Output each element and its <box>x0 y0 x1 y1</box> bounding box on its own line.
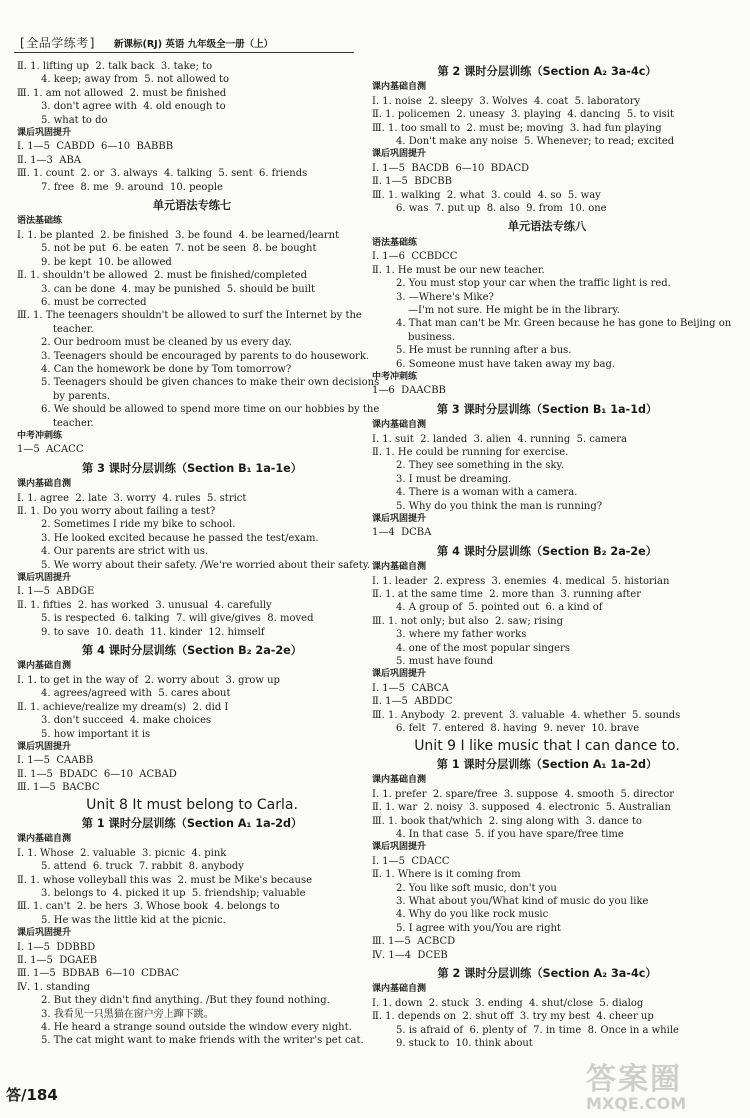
answer-line: Ⅰ. 1. be planted 2. be finished 3. be found 4. be learned/learnt <box>17 229 340 241</box>
answer-line: Ⅳ. 1—4 DCEB <box>372 949 448 961</box>
answer-line: teacher. <box>53 417 94 429</box>
subsection-label: 课内基础自测 <box>17 834 72 845</box>
page-header <box>14 26 734 56</box>
answer-line: 3. He looked excited because he passed the test/exam. <box>41 532 319 544</box>
right-column <box>372 60 732 1060</box>
section-title: 第 1 课时分层训练（Section A₁ 1a-2d） <box>81 816 303 830</box>
answer-line: Ⅱ. 1. whose volleyball this was 2. must be Mike's because <box>17 874 312 886</box>
answer-line: 4. Our parents are strict with us. <box>41 546 209 558</box>
answer-line: 3. can be done 4. may be punished 5. should be built <box>41 283 316 295</box>
answer-line: 6. We should be allowed to spend more time on our hobbies by the <box>41 404 380 416</box>
answer-line: Ⅲ. 1. walking 2. what 3. could 4. so 5. way <box>372 189 601 201</box>
answer-line: Ⅱ. 1—5 ABDDC <box>372 696 453 708</box>
answer-line: Ⅱ. 1—3 ABA <box>17 154 82 166</box>
answer-line: 3. I must be dreaming. <box>396 473 512 485</box>
subsection-label: 语法基础练 <box>372 237 418 248</box>
answer-line: 6. was 7. put up 8. also 9. from 10. one <box>396 203 607 215</box>
answer-line: 3. don't succeed 4. make choices <box>41 715 212 727</box>
answer-line: Ⅲ. 1. too small to 2. must be; moving 3. had fun playing <box>372 122 662 134</box>
watermark-main: 答案圈 <box>586 1062 682 1097</box>
answer-line: Ⅰ. 1. down 2. stuck 3. ending 4. shut/close 5. dialog <box>372 997 644 1009</box>
answer-line: Ⅰ. 1—5 CDACC <box>372 855 450 867</box>
answer-line: Ⅰ. 1. leader 2. express 3. enemies 4. medical 5. historian <box>372 575 670 587</box>
answer-line: 2. They see something in the sky. <box>396 460 565 472</box>
page-number: 答/184 <box>6 1086 58 1104</box>
subsection-label: 课后巩固提升 <box>372 514 427 524</box>
answer-line: Ⅱ. 1. lifting up 2. talk back 3. take; to <box>17 61 213 72</box>
answer-line: Ⅱ. 1. at the same time 2. more than 3. running after <box>372 589 641 601</box>
subsection-label: 课后巩固提升 <box>17 573 72 584</box>
answer-line: 4. one of the most popular singers <box>396 642 570 654</box>
answer-line: Ⅰ. 1. noise 2. sleepy 3. Wolves 4. coat 5. laboratory <box>372 95 641 107</box>
subsection-label: 课内基础自测 <box>17 479 72 490</box>
answer-line: Ⅳ. 1. standing <box>17 981 91 993</box>
answer-line: 5. He must be running after a bus. <box>396 345 572 357</box>
answer-line: Ⅲ. 1—5 BACBC <box>17 782 100 794</box>
subsection-label: 课内基础自测 <box>372 562 427 573</box>
answer-line: Ⅰ. 1. to get in the way of 2. worry about 3. grow up <box>17 674 280 686</box>
subsection-label: 课后巩固提升 <box>372 149 427 160</box>
answer-line: Ⅰ. 1. prefer 2. spare/free 3. suppose 4. smooth 5. director <box>372 788 674 800</box>
left-column <box>17 60 380 1060</box>
answer-line: 2. Sometimes I ride my bike to school. <box>41 519 236 531</box>
subsection-label: 课后巩固提升 <box>17 741 72 752</box>
header-meta: 新课标(RJ) 英语 九年级全一册（上） <box>114 39 274 50</box>
answer-line: 2. Our bedroom must be cleaned by us every day. <box>41 337 292 349</box>
answer-line: 5. I agree with you/You are right <box>396 922 561 934</box>
subsection-label: 中考冲刺练 <box>372 371 418 382</box>
answer-line: Ⅰ. 1. agree 2. late 3. worry 4. rules 5. strict <box>17 492 247 504</box>
answer-line: by parents. <box>53 390 111 402</box>
answer-line: Ⅱ. 1. fifties 2. has worked 3. unusual 4. carefully <box>17 599 272 611</box>
answer-line: 4. Can the homework be done by Tom tomorrow? <box>41 363 292 375</box>
subsection-label: 课后巩固提升 <box>372 842 427 853</box>
answer-line: Ⅱ. 1. achieve/realize my dream(s) 2. did I <box>17 701 229 713</box>
subsection-label: 课后巩固提升 <box>17 128 72 139</box>
answer-line: 5. is afraid of 6. plenty of 7. in time 8. Once in a while <box>396 1024 679 1036</box>
unit-title: Unit 9 I like music that I can dance to. <box>414 737 680 754</box>
section-title: 第 4 课时分层训练（Section B₂ 2a-2e） <box>437 544 657 558</box>
answer-line: 3. Teenagers should be encouraged by parents to do housework. <box>41 350 370 362</box>
answer-line: 4. Don't make any noise 5. Whenever; to read; excited <box>396 136 675 148</box>
answer-line: 7. free 8. me 9. around 10. people <box>41 181 223 193</box>
answer-line: 2. You must stop your car when the traffic light is red. <box>396 278 671 290</box>
answer-line: —I'm not sure. He might be in the library. <box>408 304 620 316</box>
answer-line: 9. to save 10. death 11. kinder 12. himself <box>41 626 265 638</box>
section-title: 第 3 课时分层训练（Section B₁ 1a-1d） <box>436 402 658 416</box>
answer-line: Ⅰ. 1—5 CABCA <box>372 682 449 694</box>
section-title: 第 1 课时分层训练（Section A₁ 1a-2d） <box>436 757 658 771</box>
answer-line: Ⅲ. 1. am not allowed 2. must be finished <box>17 87 227 99</box>
watermark-sub: MXQE.COM <box>586 1094 687 1113</box>
section-title: 第 4 课时分层训练（Section B₂ 2a-2e） <box>82 644 302 658</box>
answer-line: Ⅰ. 1—6 CCBDCC <box>372 251 458 263</box>
answer-line: Ⅱ. 1. depends on 2. shut off 3. try my best 4. cheer up <box>372 1011 654 1023</box>
answer-line: 3. 我看见一只黑猫在窗户旁上蹿下跳。 <box>41 1008 214 1020</box>
answer-line: 4. He heard a strange sound outside the window every night. <box>41 1022 352 1034</box>
answer-line: Ⅲ. 1. not only; but also 2. saw; rising <box>372 615 564 627</box>
answer-line: 1—5 ACACC <box>17 444 84 456</box>
answer-line: 5. attend 6. truck 7. rabbit 8. anybody <box>41 861 244 873</box>
answer-line: Ⅰ. 1—5 DDBBD <box>17 941 96 953</box>
answer-line: 5. how important it is <box>41 728 151 740</box>
answer-line: Ⅰ. 1. suit 2. landed 3. alien 4. running 5. camera <box>372 433 628 445</box>
answer-line: Ⅱ. 1. shouldn't be allowed 2. must be finished/completed <box>17 270 308 282</box>
answer-line: 4. Why do you like rock music <box>396 909 549 921</box>
section-title: 第 2 课时分层训练（Section A₂ 3a-4c） <box>437 967 657 980</box>
answer-line: 2. But they didn't find anything. /But they found nothing. <box>41 995 330 1007</box>
answer-line: 4. In that case 5. if you have spare/free time <box>396 828 624 840</box>
watermark-logo <box>586 1054 736 1113</box>
answer-line: 5. Why do you think the man is running? <box>396 500 603 512</box>
subsection-label: 课后巩固提升 <box>17 928 72 939</box>
subsection-label: 课内基础自测 <box>17 661 72 672</box>
answer-line: 1—6 DAACBB <box>372 385 446 397</box>
answer-line: 3. belongs to 4. picked it up 5. friendship; valuable <box>41 887 306 899</box>
answer-line: Ⅱ. 1—5 BDCBB <box>372 176 452 188</box>
answer-line: 3. What about you/What kind of music do you like <box>396 895 649 907</box>
answer-line: 5. must have found <box>396 656 494 668</box>
section-title: 单元语法专练七 <box>152 199 232 213</box>
answer-line: Ⅱ. 1. policemen 2. uneasy 3. playing 4. dancing 5. to visit <box>372 109 675 121</box>
answer-line: 4. keep; away from 5. not allowed to <box>41 74 230 86</box>
answer-line: 3. where my father works <box>396 629 527 641</box>
subsection-label: 课内基础自测 <box>372 984 427 995</box>
answer-line: 4. That man can't be Mr. Green because he has gone to Beijing on <box>396 318 732 330</box>
answer-line: 5. We worry about their safety. /We're worried about their safety. <box>41 559 371 571</box>
answer-line: Ⅱ. 1—5 BDADC 6—10 ACBAD <box>17 768 177 780</box>
answer-line: 5. not be put 6. be eaten 7. not be seen 8. be bought <box>41 243 317 255</box>
unit-title: Unit 8 It must belong to Carla. <box>86 796 298 813</box>
answer-line: 4. A group of 5. pointed out 6. a kind of <box>396 602 603 614</box>
answer-line: Ⅱ. 1. He must be our new teacher. <box>372 264 545 276</box>
answer-line: Ⅱ. 1. He could be running for exercise. <box>372 446 569 458</box>
subsection-label: 课后巩固提升 <box>372 669 427 680</box>
header-rule <box>14 52 354 53</box>
answer-line: Ⅲ. 1—5 BDBAB 6—10 CDBAC <box>17 968 180 980</box>
section-title: 第 2 课时分层训练（Section A₂ 3a-4c） <box>437 65 657 78</box>
answer-line: 9. be kept 10. be allowed <box>41 256 172 268</box>
answer-line: Ⅰ. 1—5 ABDGE <box>17 586 95 598</box>
subsection-label: 语法基础练 <box>17 216 63 227</box>
answer-line: Ⅲ. 1—5 ACBCD <box>372 936 456 948</box>
answer-line: 5. He was the little kid at the picnic. <box>41 914 226 926</box>
answer-line: 6. Someone must have taken away my bag. <box>396 358 616 370</box>
answer-line: 1—4 DCBA <box>372 527 432 539</box>
answer-line: 6. must be corrected <box>41 296 147 308</box>
answer-line: Ⅰ. 1. Whose 2. valuable 3. picnic 4. pink <box>17 847 227 859</box>
answer-line: 5. what to do <box>41 114 108 126</box>
answer-line: 4. There is a woman with a camera. <box>396 487 578 499</box>
answer-line: 5. The cat might want to make friends with the writer's pet cat. <box>41 1035 364 1047</box>
answer-line: 4. agrees/agreed with 5. cares about <box>41 688 231 700</box>
section-title: 单元语法专练八 <box>507 220 587 234</box>
subsection-label: 中考冲刺练 <box>17 430 63 441</box>
answer-line: Ⅲ. 1. count 2. or 3. always 4. talking 5. sent 6. friends <box>17 168 308 180</box>
answer-line: 2. You like soft music, don't you <box>396 882 557 894</box>
answer-line: Ⅱ. 1. Do you worry about failing a test? <box>17 506 216 517</box>
answer-line: Ⅰ. 1—5 CABDD 6—10 BABBB <box>17 141 174 153</box>
answer-line: Ⅱ. 1. Where is it coming from <box>372 869 521 881</box>
answer-line: Ⅲ. 1. can't 2. be hers 3. Whose book 4. belongs to <box>17 901 280 913</box>
brand-title: [ 全品学练考 ] <box>20 34 95 51</box>
answer-line: 6. felt 7. entered 8. having 9. never 10. brave <box>396 723 640 735</box>
answer-line: Ⅰ. 1—5 CAABB <box>17 755 94 767</box>
answer-line: Ⅱ. 1. war 2. noisy 3. supposed 4. electronic 5. Australian <box>372 802 671 814</box>
answer-line: 5. Teenagers should be given chances to make their own decisions <box>41 377 380 389</box>
answer-line: 3. —Where's Mike? <box>396 291 494 303</box>
answer-line: Ⅲ. 1. Anybody 2. prevent 3. valuable 4. whether 5. sounds <box>372 709 681 721</box>
answer-line: Ⅰ. 1—5 BACDB 6—10 BDACD <box>372 162 530 174</box>
answer-line: 3. don't agree with 4. old enough to <box>41 101 226 113</box>
subsection-label: 课内基础自测 <box>372 420 427 431</box>
answer-line: 5. is respected 6. talking 7. will give/gives 8. moved <box>41 613 314 625</box>
answer-line: Ⅲ. 1. book that/which 2. sing along with 3. dance to <box>372 815 642 827</box>
answer-line: 9. stuck to 10. think about <box>396 1038 533 1050</box>
section-title: 第 3 课时分层训练（Section B₁ 1a-1e） <box>82 461 302 475</box>
answer-line: teacher. <box>53 323 94 335</box>
answer-line: Ⅲ. 1. The teenagers shouldn't be allowed to surf the Internet by the <box>17 310 362 322</box>
answer-line: Ⅱ. 1—5 DGAEB <box>17 955 98 966</box>
subsection-label: 课内基础自测 <box>372 775 427 786</box>
subsection-label: 课内基础自测 <box>372 82 427 93</box>
answer-line: business. <box>408 331 455 343</box>
